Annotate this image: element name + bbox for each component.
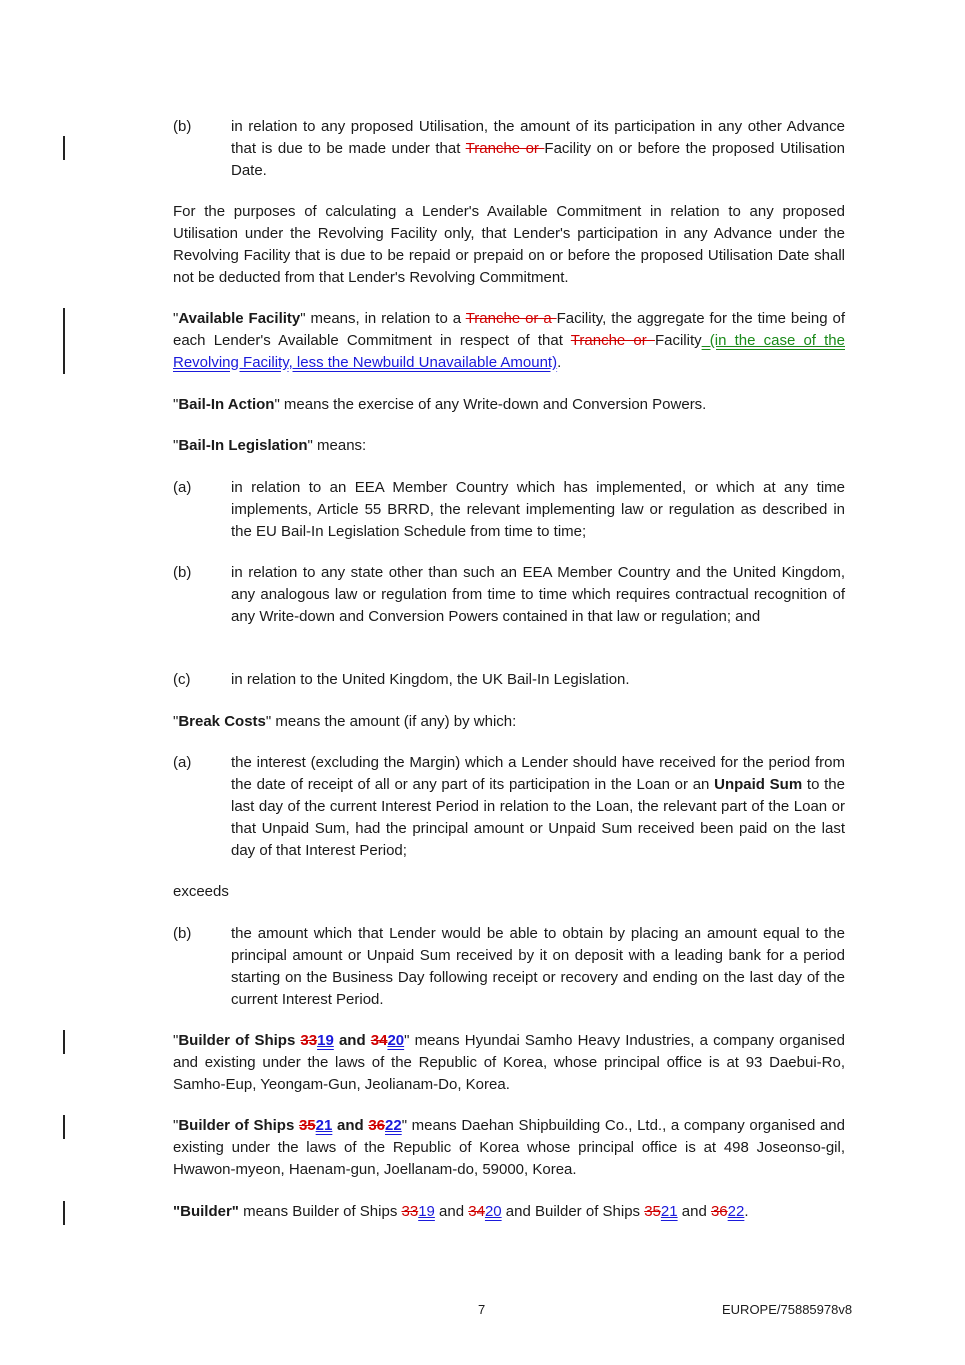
inserted-text: 22 (727, 1203, 745, 1220)
deleted-text: Tranche or (570, 332, 655, 349)
defined-term: Unpaid Sum (714, 776, 803, 793)
defined-term (178, 1117, 401, 1134)
text-run: " means: (307, 437, 367, 454)
defined-term: Break Costs (178, 713, 266, 730)
deleted-text: 35 (644, 1203, 661, 1220)
defined-term: "Builder" (173, 1203, 239, 1220)
deleted-text: Tranche or a (465, 310, 557, 327)
text-run: and Builder of Ships (501, 1203, 645, 1220)
deleted-text: Tranche or (465, 140, 545, 157)
definition-builder-of-ships-19-20: "Builder of Ships 3319 and 3420" means Hyundai Samho Heavy Industries, a company organised and existing under the laws of the Republic of Korea, whose principal office is at 93 Daebui-Ro, Samho-Eup, Yeongam-Gun, Jeolianam-Do, Korea. (173, 1032, 845, 1093)
definition-bail-in-legislation: "Bail-In Legislation" means: (173, 437, 367, 454)
text-run: " means the exercise of any Write-down and Conversion Powers. (274, 396, 707, 413)
deleted-text: 34 (370, 1032, 388, 1049)
definition-available-facility: "Available Facility" means, in relation to a Tranche or a Facility, the aggregate for the time being of each Lender's Available Commitment in respect of that Tranche or Facility (in the case of the Revolving Facility, less the Newbuild Unavailable Amount). (173, 310, 845, 371)
inserted-text: Revolving Facility, less the Newbuild Unavailable Amount) (173, 354, 558, 371)
list-label: (a) (173, 754, 192, 771)
inserted-text: 22 (385, 1117, 402, 1134)
text-run: . (557, 354, 562, 371)
definition-builder (173, 1201, 845, 1223)
text-run: Facility (654, 332, 702, 349)
change-bar (63, 136, 65, 160)
list-item (173, 752, 845, 862)
list-text (231, 116, 845, 182)
inserted-text: 20 (387, 1032, 405, 1049)
list-text: in relation to the United Kingdom, the UK Bail-In Legislation. (231, 671, 630, 688)
list-label: (b) (173, 118, 192, 135)
list-label: (b) (173, 925, 192, 942)
paragraph-purposes: For the purposes of calculating a Lender's Available Commitment in relation to any proposed Utilisation under the Revolving Facility only, that Lender's participation in any Advance under the Revolving Facility that is due to be repaid or prepaid on or before the proposed Utilisation Date shall not be deducted from that Lender's Revolving Commitment. (173, 203, 845, 286)
list-label: (a) (173, 479, 192, 496)
defined-term (178, 1032, 404, 1049)
list-item-b-utilisation (173, 116, 845, 182)
text-run: Builder of Ships (178, 1117, 299, 1134)
definition-break-costs: "Break Costs" means the amount (if any) by which: (173, 713, 517, 730)
inserted-text: 19 (418, 1203, 435, 1220)
text-run: in relation to any proposed Utilisation, the amount of its participation in any other Advance that is due to be made under that (231, 118, 845, 157)
list-text: in relation to any state other than such an EEA Member Country and the United Kingdom, any analogous law or regulation from time to time which requires contractual recognition of any Write-down and Conversion Powers contained in that law or regulation; and (231, 564, 845, 625)
list-label: (c) (173, 671, 191, 688)
text-run: " means Daehan Shipbuilding Co., Ltd., a company organised and existing under the laws of the Republic of Korea whose principal office is at 498 Joseonso-gil, Hwawon-myeon, Haenam-gun, Joellanam-do, 59000, Korea. (173, 1117, 845, 1178)
inserted-text: 20 (484, 1203, 502, 1220)
text-run: and (332, 1117, 369, 1134)
defined-term: Available Facility (178, 310, 301, 327)
change-bar (63, 1115, 65, 1139)
text-run: means Builder of Ships (238, 1203, 402, 1220)
list-item (173, 562, 845, 628)
text-run: Builder of Ships (178, 1032, 301, 1049)
change-bar (63, 308, 65, 374)
list-text: in relation to an EEA Member Country which has implemented, or which at any time implements, Article 55 BRRD, the relevant implementing law or regulation as described in the EU Bail-In Legislation Schedule from time to time; (231, 479, 845, 540)
exceeds-text: exceeds (173, 883, 229, 900)
list-label: (b) (173, 564, 192, 581)
moved-text: (in the case of the (701, 332, 845, 349)
defined-term: Bail-In Action (178, 396, 275, 413)
deleted-text: 33 (300, 1032, 318, 1049)
list-text (231, 752, 845, 862)
list-item (173, 669, 845, 691)
deleted-text: 33 (401, 1203, 419, 1220)
definition-builder-of-ships-21-22: "Builder of Ships 3521 and 3622" means Daehan Shipbuilding Co., Ltd., a company organised and existing under the laws of the Republic of Korea whose principal office is at 498 Joseonso-gil, Hwawon-myeon, Haenam-gun, Joellanam-do, 59000, Korea. (173, 1117, 845, 1178)
text-run: and (333, 1032, 371, 1049)
inserted-text: 19 (317, 1032, 334, 1049)
text-run: Facility, the aggregate for the time being of each Lender's Available Commitment in respect of that (173, 310, 845, 349)
document-reference: EUROPE/75885978v8 (722, 1302, 853, 1317)
deleted-text: 35 (298, 1117, 316, 1134)
defined-term: Bail-In Legislation (178, 437, 308, 454)
list-item (173, 923, 845, 1011)
text-run: . (744, 1203, 749, 1220)
definition-bail-in-action: "Bail-In Action" means the exercise of any Write-down and Conversion Powers. (173, 396, 707, 413)
text-run: Facility on or before the proposed Utilisation Date. (231, 140, 845, 179)
change-bar (63, 1030, 65, 1054)
text-run: " means the amount (if any) by which: (265, 713, 517, 730)
list-text: the amount which that Lender would be able to obtain by placing an amount equal to the principal amount or Unpaid Sum received by it on deposit with a leading bank for a period starting on the Business Day following receipt or recovery and ending on the last day of the current Interest Period. (231, 925, 845, 1008)
text-run: the interest (excluding the Margin) which a Lender should have received for the period from the date of receipt of all or any part of its participation in the Loan or an (231, 754, 845, 793)
text-run: to the last day of the current Interest Period in relation to the Loan, the relevant part of the Loan or that Unpaid Sum, had the principal amount or Unpaid Sum received been paid on the last day of that Interest Period; (231, 776, 845, 859)
deleted-text: 34 (468, 1203, 485, 1220)
text-run: and (677, 1203, 711, 1220)
inserted-text: 21 (315, 1117, 333, 1134)
text-run: " means, in relation to a (300, 310, 466, 327)
list-item (173, 477, 845, 543)
text-run: and (434, 1203, 469, 1220)
deleted-text: 36 (710, 1203, 728, 1220)
deleted-text: 36 (368, 1117, 385, 1134)
inserted-text: 21 (660, 1203, 678, 1220)
page-number: 7 (478, 1302, 486, 1317)
text-run: " means Hyundai Samho Heavy Industries, a company organised and existing under the laws of the Republic of Korea, whose principal office is at 93 Daebui-Ro, Samho-Eup, Yeongam-Gun, Jeolianam-Do, Korea. (173, 1032, 845, 1093)
change-bar (63, 1201, 65, 1225)
